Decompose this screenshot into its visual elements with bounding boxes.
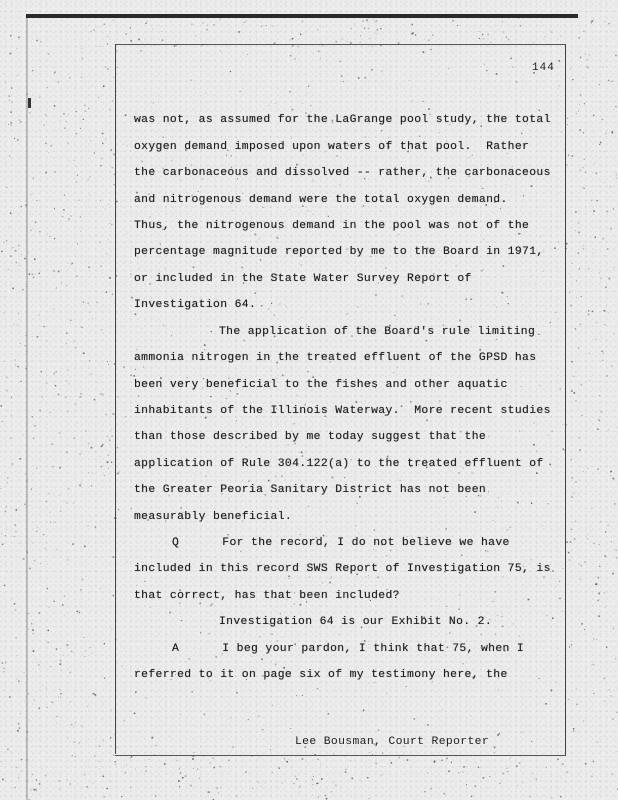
question-line: Q For the record, I do not believe we have bbox=[172, 537, 510, 549]
transcript-line: ammonia nitrogen in the treated effluent of the GPSD has bbox=[134, 352, 537, 364]
margin-rule-bottom bbox=[115, 755, 566, 756]
transcript-line: that correct, has that been included? bbox=[134, 590, 400, 602]
transcript-line: than those described by me today suggest that the bbox=[134, 431, 487, 443]
transcript-line: was not, as assumed for the LaGrange pool study, the total bbox=[134, 114, 551, 126]
answer-line: A I beg your pardon, I think that 75, when I bbox=[172, 643, 525, 655]
transcript-line: measurably beneficial. bbox=[134, 511, 293, 523]
transcript-line: The application of the Board's rule limiting bbox=[219, 326, 536, 338]
transcript-line: Investigation 64. bbox=[134, 299, 257, 311]
court-reporter-footer: Lee Bousman, Court Reporter bbox=[295, 736, 490, 748]
transcript-line: application of Rule 304.122(a) to the treated effluent of bbox=[134, 458, 544, 470]
transcript-line: the carbonaceous and dissolved -- rather, the carbonaceous bbox=[134, 167, 551, 179]
transcript-line: or included in the State Water Survey Report of bbox=[134, 273, 472, 285]
transcript-line: referred to it on page six of my testimony here, the bbox=[134, 669, 508, 681]
transcript-line: percentage magnitude reported by me to the Board in 1971, bbox=[134, 246, 544, 258]
transcript-line: included in this record SWS Report of Investigation 75, is bbox=[134, 563, 551, 575]
transcript-line: and nitrogenous demand were the total oxygen demand. bbox=[134, 194, 508, 206]
colloquy-line: Investigation 64 is our Exhibit No. 2. bbox=[219, 616, 493, 628]
transcript-line: oxygen demand imposed upon waters of that pool. Rather bbox=[134, 141, 530, 153]
transcript-line: inhabitants of the Illinois Waterway. More recent studies bbox=[134, 405, 551, 417]
transcript-line: the Greater Peoria Sanitary District has not been bbox=[134, 484, 487, 496]
page-number: 144 bbox=[532, 62, 555, 74]
transcript-line: Thus, the nitrogenous demand in the pool was not of the bbox=[134, 220, 530, 232]
transcript-line: been very beneficial to the fishes and other aquatic bbox=[134, 379, 508, 391]
